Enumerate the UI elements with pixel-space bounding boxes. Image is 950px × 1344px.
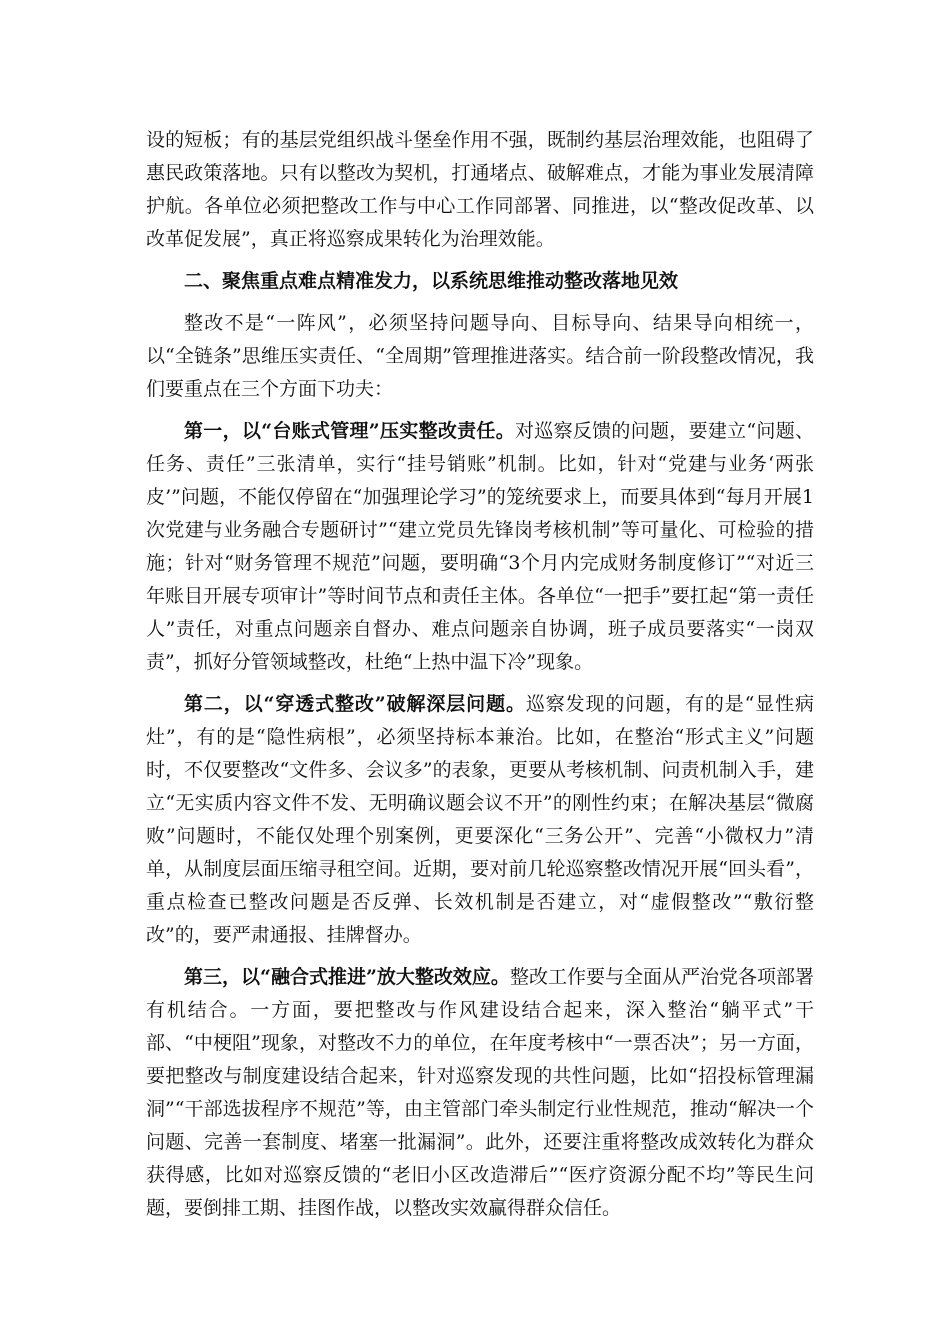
paragraph-section-intro: 整改不是“一阵风”，必须坚持问题导向、目标导向、结果导向相统一，以“全链条”思维压实责任、“全周期”管理推进落实。结合前一阶段整改情况，我们要重点在三个方面下功夫： — [146, 312, 814, 400]
document-body — [146, 124, 814, 1234]
point-2-lead: 第二，以“穿透式整改”破解深层问题。 — [184, 693, 526, 715]
point-1-lead: 第一，以“台账式管理”压实整改责任。 — [184, 420, 515, 442]
paragraph-intro-continued: 设的短板；有的基层党组织战斗堡垒作用不强，既制约基层治理效能，也阻碍了惠民政策落地。只有以整改为契机，打通堵点、破解难点，才能为事业发展清障护航。各单位必须把整改工作与中心工作同部署、同推进，以“整改促改革、以改革促发展”，真正将巡察成果转化为治理效能。 — [146, 129, 814, 250]
paragraph-point-3 — [146, 961, 814, 1225]
section-heading: 二、聚焦重点难点精准发力，以系统思维推动整改落地见效 — [184, 270, 679, 292]
point-3-lead: 第三，以“融合式推进”放大整改效应。 — [184, 966, 510, 988]
point-2-body: 巡察发现的问题，有的是“显性病灶”，有的是“隐性病根”，必须坚持标本兼治。比如，在整治“形式主义”问题时，不仅要整改“文件多、会议多”的表象，更要从考核机制、问责机制入手，建立“无实质内容文件不发、无明确议题会议不开”的刚性约束；在解决基层“微腐败”问题时，不能仅处理个别案例，更要深化“三务公开”、完善“小微权力”清单，从制度层面压缩寻租空间。近期，要对前几轮巡察整改情况开展“回头看”，重点检查已整改问题是否反弹、长效机制是否建立，对“虚假整改”“敷衍整改”的，要严肃通报、挂牌督办。 — [146, 693, 815, 946]
point-1-body: 对巡察反馈的问题，要建立“问题、任务、责任”三张清单，实行“挂号销账”机制。比如，针对“党建与业务‘两张皮’”问题，不能仅停留在“加强理论学习”的笼统要求上，而要具体到“每月开展1次党建与业务融合专题研讨”“建立党员先锋岗考核机制”等可量化、可检验的措施；针对“财务管理不规范”问题，要明确“3个月内完成财务制度修订”“对近三年账目开展专项审计”等时间节点和责任主体。各单位“一把手”要扛起“第一责任人”责任，对重点问题亲自督办、难点问题亲自协调，班子成员要落实“一岗双责”，抓好分管领域整改，杜绝“上热中温下冷”现象。 — [146, 420, 814, 673]
point-3-body: 整改工作要与全面从严治党各项部署有机结合。一方面，要把整改与作风建设结合起来，深入整治“躺平式”干部、“中梗阻”现象，对整改不力的单位，在年度考核中“一票否决”；另一方面，要把整改与制度建设结合起来，针对巡察发现的共性问题，比如“招投标管理漏洞”“干部选拔程序不规范”等，由主管部门牵头制定行业性规范，推动“解决一个问题、完善一套制度、堵塞一批漏洞”。此外，还要注重将整改成效转化为群众获得感，比如对巡察反馈的“老旧小区改造滞后”“医疗资源分配不均”等民生问题，要倒排工期、挂图作战，以整改实效赢得群众信任。 — [146, 966, 814, 1219]
paragraph-point-1 — [146, 415, 814, 679]
paragraph-point-2 — [146, 688, 814, 952]
